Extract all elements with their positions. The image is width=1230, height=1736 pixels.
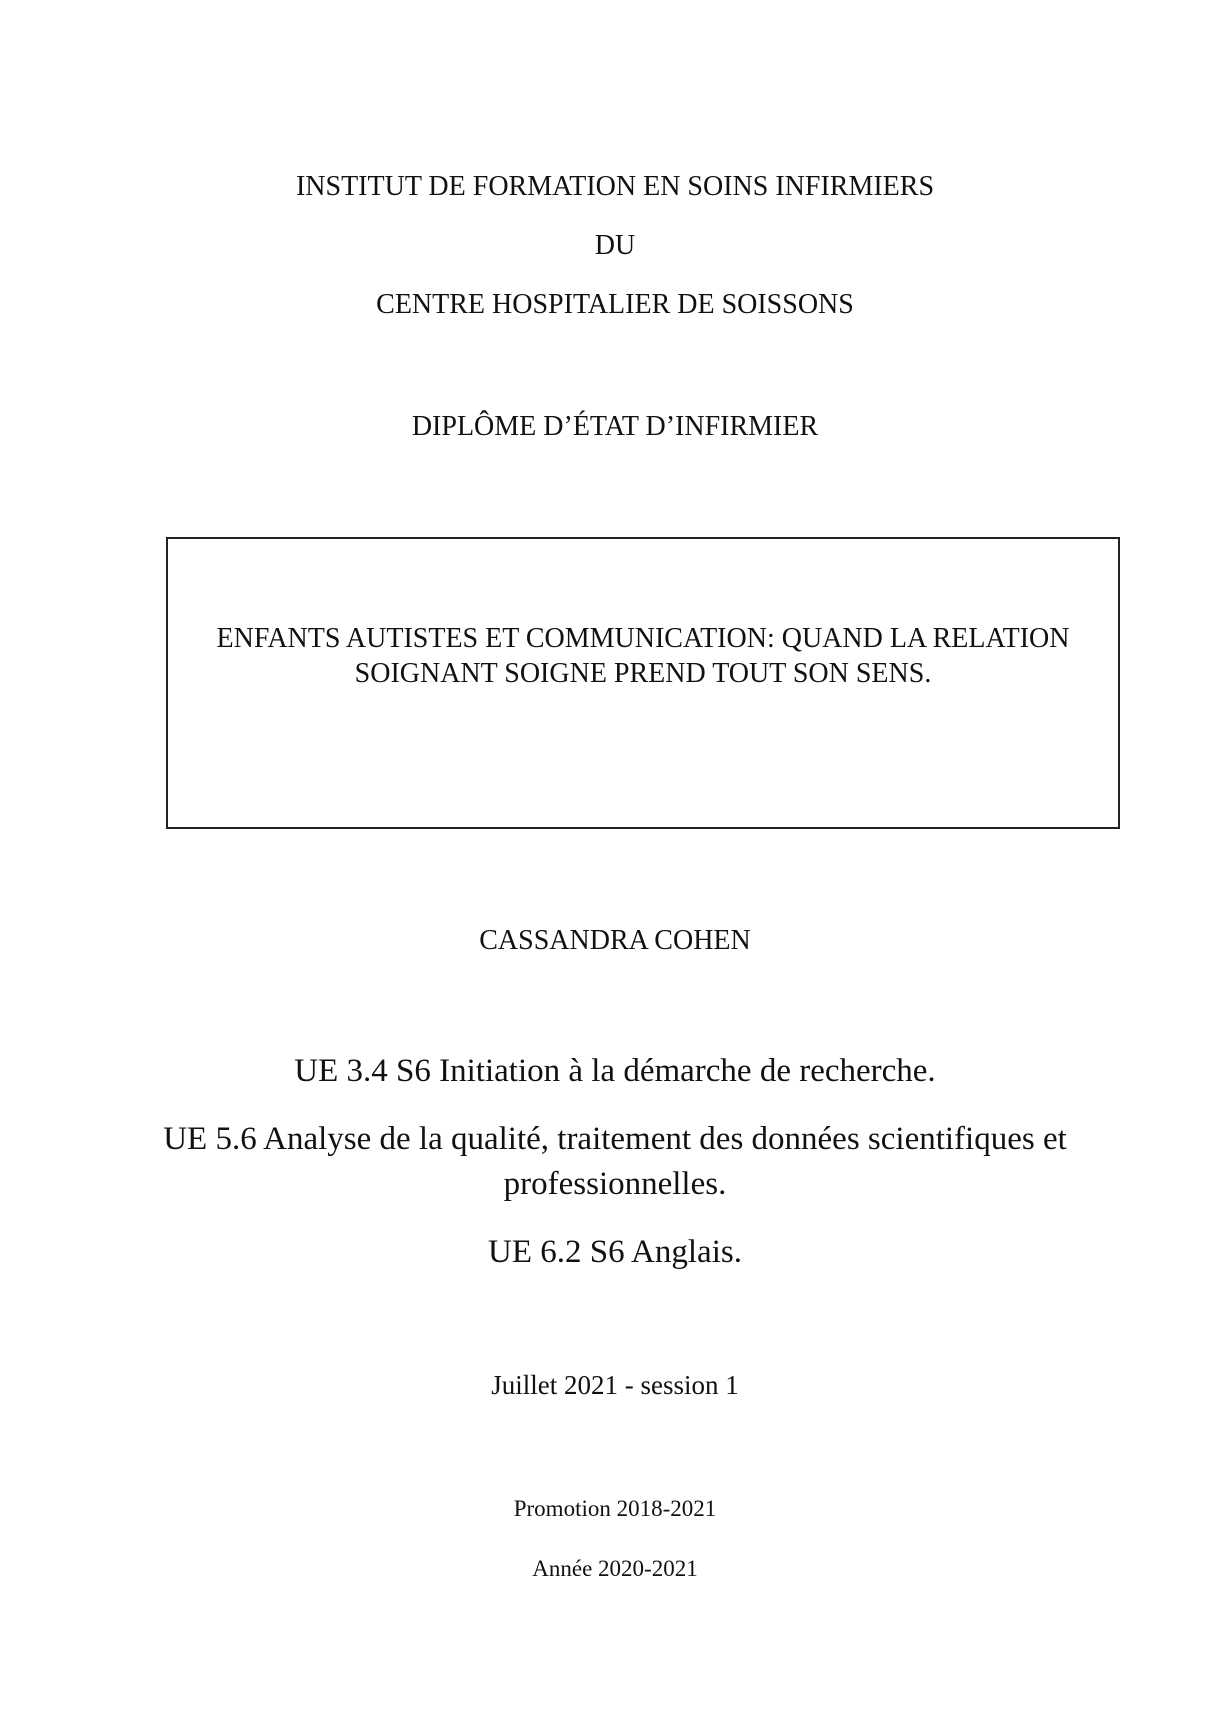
promotion-years: Promotion 2018-2021 [513,1496,717,1521]
course-unit-3-4: UE 3.4 S6 Initiation à la démarche de recherche. [294,1053,936,1089]
thesis-title-line-1: ENFANTS AUTISTES ET COMMUNICATION: QUAND LA RELATION [216,623,1070,654]
thesis-title-line-2: SOIGNANT SOIGNE PREND TOUT SON SENS. [354,658,932,689]
thesis-title-box [166,537,1120,829]
author-name: CASSANDRA COHEN [479,925,751,956]
course-unit-6-2: UE 6.2 S6 Anglais. [488,1234,742,1270]
course-unit-5-6: UE 5.6 Analyse de la qualité, traitement des données scientifiques et [163,1121,1067,1157]
diploma-title: DIPLÔME D’ÉTAT D’INFIRMIER [411,411,819,442]
institute-connector: DU [594,230,636,261]
institute-name: INSTITUT DE FORMATION EN SOINS INFIRMIERS [295,171,935,202]
hospital-name: CENTRE HOSPITALIER DE SOISSONS [376,289,854,320]
academic-year: Année 2020-2021 [532,1556,698,1581]
session-date: Juillet 2021 - session 1 [491,1370,739,1400]
course-unit-5-6-continued: professionnelles. [503,1166,727,1202]
